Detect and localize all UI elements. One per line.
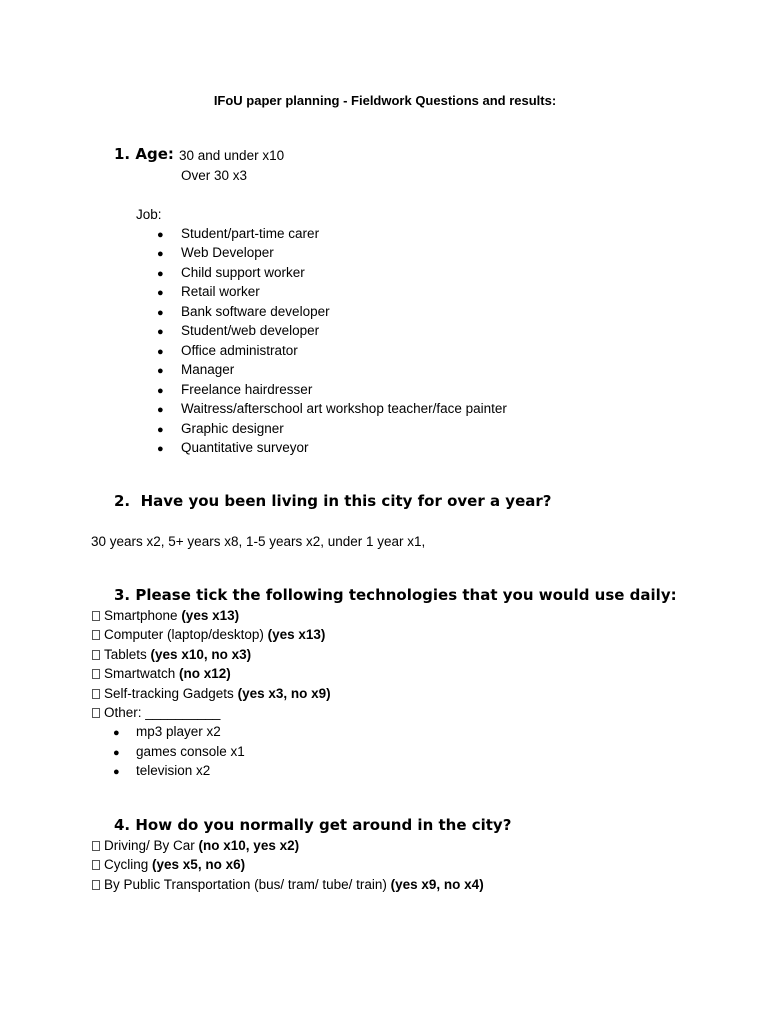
option-label: Other: __________ [104,705,221,720]
option-result: (no x12) [179,666,231,681]
q3-option[interactable] [92,686,331,701]
checkbox-icon[interactable] [92,669,100,679]
option-label: Smartwatch [104,666,176,681]
job-item: Retail worker [181,284,260,299]
q2-heading [114,492,551,510]
job-item: Manager [181,362,235,377]
option-label: By Public Transportation (bus/ tram/ tube/ train) [104,877,387,892]
checkbox-icon[interactable] [92,841,100,851]
option-result: (yes x5, no x6) [152,857,246,872]
q4-number: 4. [114,816,131,834]
bullet-icon: ● [157,365,164,377]
option-result: (yes x9, no x4) [390,877,484,892]
option-result: (no x10, yes x2) [198,838,300,853]
bullet-icon: ● [113,727,120,739]
q4-option[interactable] [92,838,299,853]
job-item: Waitress/afterschool art workshop teacher/face painter [181,401,507,416]
bullet-icon: ● [157,248,164,260]
bullet-icon: ● [157,385,164,397]
job-item: Freelance hairdresser [181,382,313,397]
option-result: (yes x13) [267,627,326,642]
q2-answer: 30 years x2, 5+ years x8, 1-5 years x2, under 1 year x1, [91,534,426,549]
other-item: games console x1 [136,744,245,759]
option-result: (yes x3, no x9) [237,686,331,701]
bullet-icon: ● [157,424,164,436]
option-result: (yes x13) [181,608,240,623]
bullet-icon: ● [157,307,164,319]
bullet-icon: ● [157,229,164,241]
bullet-icon: ● [113,747,120,759]
option-label: Driving/ By Car [104,838,195,853]
job-item: Bank software developer [181,304,330,319]
option-label: Tablets [104,647,147,662]
bullet-icon: ● [157,404,164,416]
q2-label: Have you been living in this city for over a year? [140,492,552,510]
checkbox-icon[interactable] [92,708,100,718]
q4-heading [114,816,511,834]
option-label: Computer (laptop/desktop) [104,627,264,642]
q1-age-line-2: Over 30 x3 [181,168,248,183]
q3-option[interactable] [92,666,231,681]
other-item: television x2 [136,763,211,778]
job-item: Child support worker [181,265,305,280]
job-item: Student/part-time carer [181,226,320,241]
q3-option[interactable] [92,627,325,642]
checkbox-icon[interactable] [92,689,100,699]
bullet-icon: ● [157,346,164,358]
checkbox-icon[interactable] [92,880,100,890]
job-item: Student/web developer [181,323,320,338]
other-item: mp3 player x2 [136,724,221,739]
option-label: Self-tracking Gadgets [104,686,234,701]
bullet-icon: ● [157,326,164,338]
q3-label: Please tick the following technologies that you would use daily: [135,586,677,604]
q3-option[interactable] [92,705,220,720]
bullet-icon: ● [157,443,164,455]
q3-number: 3. [114,586,131,604]
q1-age-line-1: 30 and under x10 [179,148,285,163]
bullet-icon: ● [157,287,164,299]
job-item: Office administrator [181,343,298,358]
q3-option[interactable] [92,608,239,623]
q1-label: Age: [135,145,174,163]
q1-heading [114,145,174,163]
q1-number: 1. [114,145,131,163]
option-label: Smartphone [104,608,178,623]
q3-option[interactable] [92,647,251,662]
checkbox-icon[interactable] [92,611,100,621]
q4-label: How do you normally get around in the city? [135,816,512,834]
option-label: Cycling [104,857,149,872]
bullet-icon: ● [157,268,164,280]
q4-option[interactable] [92,877,484,892]
checkbox-icon[interactable] [92,650,100,660]
checkbox-icon[interactable] [92,860,100,870]
page-title: IFoU paper planning - Fieldwork Questions and results: [213,93,557,108]
q1-job-label: Job: [136,207,162,222]
bullet-icon: ● [113,766,120,778]
option-result: (yes x10, no x3) [150,647,252,662]
job-item: Quantitative surveyor [181,440,309,455]
q2-number: 2. [114,492,131,510]
job-item: Web Developer [181,245,274,260]
checkbox-icon[interactable] [92,630,100,640]
q4-option[interactable] [92,857,245,872]
job-item: Graphic designer [181,421,284,436]
q3-heading [114,586,677,604]
